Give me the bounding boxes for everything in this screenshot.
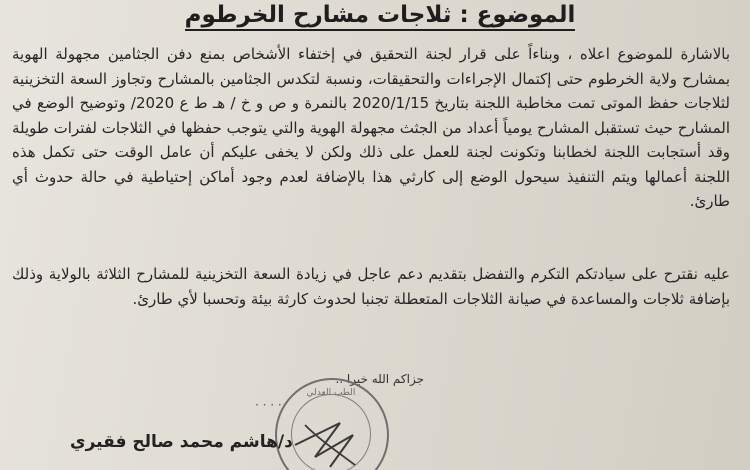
signatory-name: د/هاشم محمد صالح فقيري xyxy=(70,432,293,452)
subject-text: الموضوع : ثلاجات مشارح الخرطوم xyxy=(185,2,576,31)
signature-scribble xyxy=(285,405,365,470)
stamp-dots: · · · · xyxy=(255,398,282,412)
closing-text: جزاكم الله خيرا .. xyxy=(335,372,424,386)
letter-paragraph-2: عليه نقترح على سيادتكم التكرم والتفضل بتقديم دعم عاجل في زيادة السعة التخزينية للمشارح الثلاثة بالولاية وذلك بإضافة ثلاجات والمساعدة في صيانة الثلاجات المتعطلة تجنبا لحدوث كارثة بيئة وتحسبا لأي طارئ. xyxy=(12,265,730,308)
letter-paragraph-1: بالاشارة للموضوع اعلاه ، وبناءاً على قرار لجنة التحقيق في إختفاء الأشخاص بمنع دفن الجثامين مجهولة الهوية بمشارح ولاية الخرطوم حتى إكتمال الإجراءات والتحقيقات، ونسبة لتكدس الجثامين بالمشارح وتجاوز السعة التخزينية لثلاجات حفظ الموتى تمت مخاطبة اللجنة بتاريخ 2020/1/15 بالنمرة و ص و خ / هـ ط ع 2020/ وتوضيح الوضع في المشارح حيث تستقبل المشارح يومياً أعداد من الجثث مجهولة الهوية والتي يتوجب حفظها في الثلاجات لفترات طويلة وقد أستجابت اللجنة لخطابنا وتكونت لجنة للعمل على ذلك ولكن لا يخفى عليكم أن عامل الوقت حتى تكمل هذه اللجنة أعمالها ويتم التنفيذ سيحول الوضع إلى كارثي هذا بالإضافة لعدم وجود أماكن إحتياطية في حالة حدوث أي طارئ. xyxy=(12,45,730,210)
letter-subject xyxy=(180,2,580,28)
stamp-text: الطب العدلي xyxy=(306,388,356,398)
